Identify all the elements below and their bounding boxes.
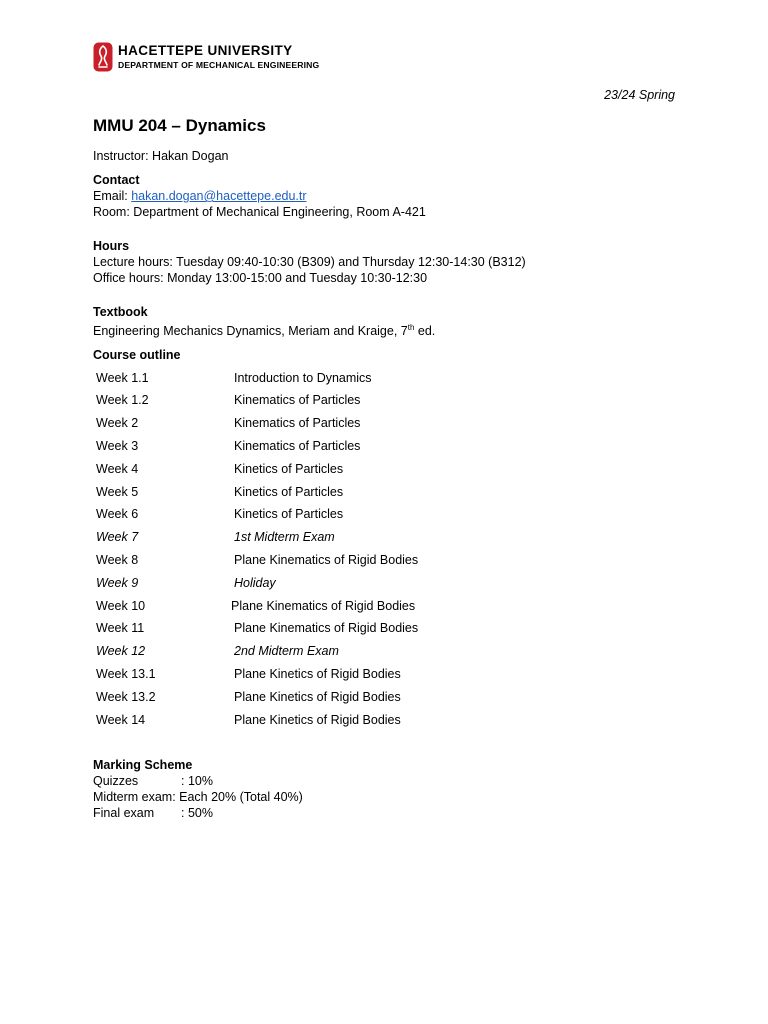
marking-value: : 10%: [181, 773, 213, 788]
topic-cell: Plane Kinetics of Rigid Bodies: [234, 712, 401, 727]
week-cell: Week 13.2: [96, 689, 156, 704]
topic-cell: Kinetics of Particles: [234, 507, 344, 522]
table-row: [93, 549, 683, 572]
marking-heading: Marking Scheme: [93, 757, 193, 772]
topic-cell: Plane Kinematics of Rigid Bodies: [234, 621, 419, 636]
email-line: [93, 188, 683, 204]
week-cell: Week 2: [96, 416, 139, 431]
topic-cell: Kinematics of Particles: [234, 393, 361, 408]
marking-item: [93, 789, 683, 805]
hours-heading: Hours: [93, 239, 130, 253]
week-cell: Week 10: [96, 598, 146, 613]
university-name: HACETTEPE UNIVERSITY: [118, 43, 293, 59]
table-row: [93, 526, 683, 549]
semester-label: 23/24 Spring: [604, 88, 675, 102]
textbook-heading: Textbook: [93, 305, 148, 319]
topic-cell: Plane Kinetics of Rigid Bodies: [234, 666, 401, 681]
textbook-text: Engineering Mechanics Dynamics, Meriam and Kraige, 7: [93, 324, 408, 339]
marking-item: [93, 805, 683, 821]
topic-cell: 1st Midterm Exam: [234, 530, 335, 545]
lecture-hours: Lecture hours: Tuesday 09:40-10:30 (B309) and Thursday 12:30-14:30 (B312): [93, 255, 526, 269]
marking-item: [93, 773, 683, 789]
outline-heading: Course outline: [93, 348, 181, 363]
week-cell: Week 3: [96, 438, 139, 453]
topic-cell: 2nd Midterm Exam: [234, 644, 339, 659]
topic-cell: Plane Kinematics of Rigid Bodies: [231, 598, 416, 613]
table-row: [93, 457, 683, 480]
week-cell: Week 1.1: [96, 370, 149, 385]
topic-cell: Kinematics of Particles: [234, 438, 361, 453]
department-name: DEPARTMENT OF MECHANICAL ENGINEERING: [118, 59, 320, 70]
week-cell: Week 7: [96, 530, 139, 545]
week-cell: Week 1.2: [96, 393, 149, 408]
marking-label: Midterm exam: [93, 789, 173, 804]
instructor-line: Instructor: Hakan Dogan: [93, 149, 229, 163]
marking-scheme: [93, 757, 683, 821]
table-row: [93, 435, 683, 458]
course-title: MMU 204 – Dynamics: [93, 116, 266, 135]
contact-heading: Contact: [93, 173, 140, 187]
week-cell: Week 11: [96, 621, 145, 636]
topic-cell: Holiday: [234, 575, 276, 590]
table-row: [93, 389, 683, 412]
table-row: [93, 571, 683, 594]
hacettepe-logo-icon: [93, 42, 113, 72]
table-row: [93, 412, 683, 435]
table-row: [93, 685, 683, 708]
email-link[interactable]: hakan.dogan@hacettepe.edu.tr: [131, 189, 307, 203]
textbook-sup: th: [407, 323, 415, 332]
textbook-line: [93, 320, 683, 339]
week-cell: Week 14: [96, 712, 146, 727]
topic-cell: Kinetics of Particles: [234, 461, 344, 476]
email-label: Email:: [93, 189, 132, 203]
table-row: [93, 594, 683, 617]
textbook-suffix: ed.: [414, 324, 436, 339]
week-cell: Week 9: [96, 575, 139, 590]
marking-label: Quizzes: [93, 773, 139, 788]
course-outline-table: [93, 366, 683, 731]
room-line: Room: Department of Mechanical Engineering, Room A-421: [93, 205, 426, 219]
marking-value: : 50%: [181, 805, 213, 820]
topic-cell: Kinematics of Particles: [234, 416, 361, 431]
table-row: [93, 617, 683, 640]
topic-cell: Kinetics of Particles: [234, 484, 344, 499]
marking-value: : Each 20% (Total 40%): [172, 789, 303, 804]
table-row: [93, 480, 683, 503]
week-cell: Week 8: [96, 552, 139, 567]
topic-cell: Plane Kinematics of Rigid Bodies: [234, 552, 419, 567]
table-row: [93, 663, 683, 686]
university-logo: [93, 42, 319, 72]
marking-label: Final exam: [93, 805, 155, 820]
week-cell: Week 13.1: [96, 666, 156, 681]
week-cell: Week 6: [96, 507, 139, 522]
table-row: [93, 503, 683, 526]
topic-cell: Plane Kinetics of Rigid Bodies: [234, 689, 401, 704]
office-hours: Office hours: Monday 13:00-15:00 and Tuesday 10:30-12:30: [93, 271, 428, 285]
table-row: [93, 708, 683, 731]
week-cell: Week 5: [96, 484, 139, 499]
table-row: [93, 640, 683, 663]
week-cell: Week 12: [96, 644, 146, 659]
table-row: [93, 366, 683, 389]
syllabus-content: [93, 116, 683, 821]
topic-cell: Introduction to Dynamics: [234, 370, 372, 385]
week-cell: Week 4: [96, 461, 139, 476]
